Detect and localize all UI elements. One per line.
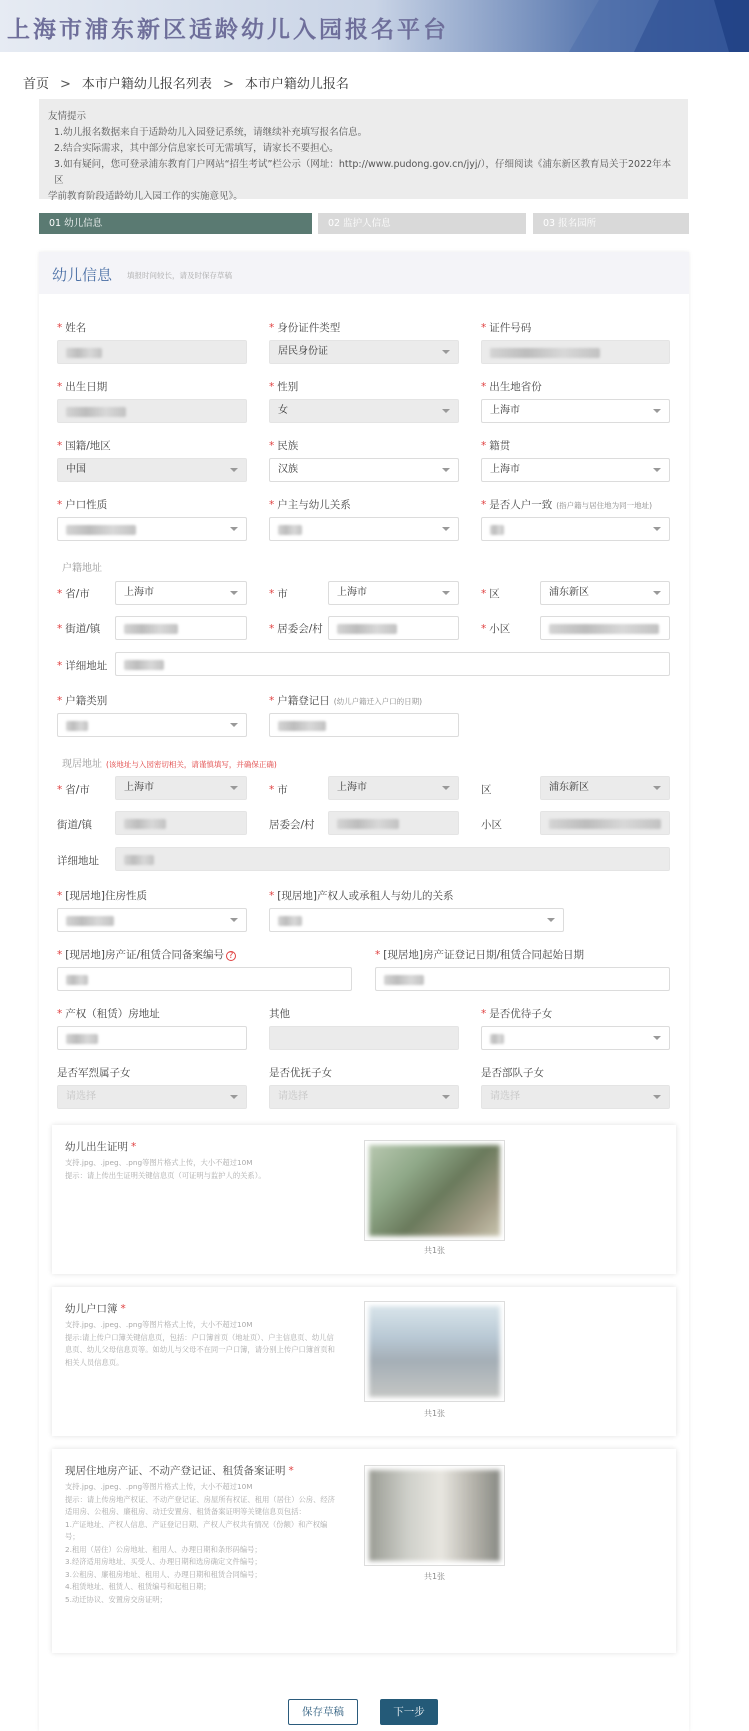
label-id-no: * 证件号码: [481, 322, 532, 334]
step-guardian-info[interactable]: 02 监护人信息: [318, 213, 526, 234]
chevron-down-icon: [442, 786, 450, 790]
image-count: 共1张: [423, 1246, 446, 1255]
section-hukou-address: 户籍地址: [62, 563, 102, 574]
nation-select[interactable]: 中国: [57, 458, 247, 482]
label-city: * 市: [269, 588, 288, 600]
label-live-province: * 省/市: [57, 784, 90, 796]
label-nation: * 国籍/地区: [57, 440, 111, 452]
upload-title: 现居住地房产证、不动产登记证、租赁备案证明 *: [65, 1465, 294, 1477]
save-draft-button[interactable]: 保存草稿: [288, 1699, 358, 1725]
live-district-select[interactable]: 浦东新区: [540, 776, 670, 800]
label-district: * 区: [481, 588, 500, 600]
label-prop-address: * 产权（租赁）房地址: [57, 1008, 160, 1020]
chevron-down-icon: [230, 527, 238, 531]
label-live-committee: 居委会/村: [269, 819, 315, 831]
chevron-down-icon: [230, 723, 238, 727]
chevron-down-icon: [653, 468, 661, 472]
tips-line: 2.结合实际需求，其中部分信息家长可无需填写，请家长不要担心。: [54, 143, 339, 154]
other-field[interactable]: [269, 1026, 459, 1050]
upload-title: 幼儿出生证明 *: [65, 1141, 137, 1153]
tips-box: [39, 99, 688, 202]
live-community-field[interactable]: [540, 811, 670, 835]
martyr-select[interactable]: 请选择: [57, 1085, 247, 1109]
upload-desc: 支持.jpg、.jpeg、.png等图片格式上传，大小不超过10M 提示：请上传房地产权证、不动产登记证、房屋所有权证、租用（居住）公房、经济适用房、公租房、廉租房、动迁安置房、租赁备案证明等关键信息页包括： 1.产证地址、产权人信息、产证登记日期、产权人产权共有情况（份额）和产权编号； 2.租用（居住）公房地址、租用人、办理日期和条形码编号； 3.经济适用房地址、买受人、办理日期和选房确定文件编号； 3.公租房、廉租房地址、租用人、办理日期和租赁合同编号； 4.租赁地址、租赁人、租赁编号和起租日期； 5.动迁协议、安置房交房证明；: [65, 1482, 335, 1604]
hukou-nature-select[interactable]: [57, 517, 247, 541]
chevron-down-icon: [442, 1095, 450, 1099]
id-type-select[interactable]: 居民身份证: [269, 340, 459, 364]
live-street-field[interactable]: [115, 811, 247, 835]
label-live-date: * [现居地]房产证登记日期/租赁合同起始日期: [375, 949, 584, 961]
label-community: * 小区: [481, 623, 511, 635]
hukou-category-select[interactable]: [57, 713, 247, 737]
tips-line: 学前教育阶段适龄幼儿入园工作的实施意见》。: [48, 191, 243, 202]
chevron-down-icon: [442, 591, 450, 595]
panel-subtitle: 填报时间较长，请及时保存草稿: [127, 271, 232, 280]
hukou-street-field[interactable]: [115, 616, 247, 640]
uploaded-image-thumb[interactable]: [364, 1140, 505, 1241]
label-live-detail: 详细地址: [57, 855, 99, 867]
breadcrumb-separator: >: [222, 77, 234, 92]
label-live-street: 街道/镇: [57, 819, 93, 831]
label-entrust: 是否优抚子女: [269, 1067, 332, 1079]
upload-title: 幼儿户口簿 *: [65, 1303, 126, 1315]
label-preferential: * 是否优待子女: [481, 1008, 553, 1020]
property-address-field[interactable]: [57, 1026, 247, 1050]
birth-date-field[interactable]: [57, 399, 247, 423]
label-province: * 省/市: [57, 588, 90, 600]
label-live-district: 区: [481, 784, 492, 796]
live-owner-relation-select[interactable]: [269, 908, 564, 932]
label-birth-province: * 出生地省份: [481, 381, 542, 393]
upload-card-hukou-book: [52, 1287, 676, 1436]
chevron-down-icon: [442, 527, 450, 531]
ethnic-select[interactable]: 汉族: [269, 458, 459, 482]
entrust-select[interactable]: 请选择: [269, 1085, 459, 1109]
label-live-house: * [现居地]住房性质: [57, 890, 147, 902]
next-step-button[interactable]: 下一步: [380, 1699, 438, 1725]
chevron-down-icon: [653, 591, 661, 595]
site-title: 上海市浦东新区适龄幼儿入园报名平台: [7, 17, 449, 43]
help-icon: ?: [226, 951, 236, 961]
live-house-select[interactable]: [57, 908, 247, 932]
uploaded-image-thumb[interactable]: [364, 1301, 505, 1402]
upload-desc: 支持.jpg、.jpeg、.png等图片格式上传，大小不超过10M 提示：请上传出生证明关键信息页（可证明与监护人的关系）。: [65, 1158, 266, 1180]
hukou-city-select[interactable]: 上海市: [328, 581, 459, 605]
label-hukou-nature: * 户口性质: [57, 499, 108, 511]
chevron-down-icon: [230, 918, 238, 922]
breadcrumb-home[interactable]: 首页: [23, 77, 50, 92]
step-child-info[interactable]: 01 幼儿信息: [39, 213, 312, 234]
site-header: [0, 0, 749, 52]
hukou-committee-field[interactable]: [328, 616, 459, 640]
chevron-down-icon: [442, 409, 450, 413]
label-hukou-category: * 户籍类别: [57, 695, 108, 707]
breadcrumb: [23, 73, 349, 92]
chevron-down-icon: [547, 918, 555, 922]
header-decoration: [539, 0, 749, 52]
label-hukou-date: * 户籍登记日 (幼儿户籍迁入户口的日期): [269, 695, 423, 707]
image-count: 共1张: [423, 1572, 446, 1581]
preferential-select[interactable]: [481, 1026, 670, 1050]
upload-desc: 支持.jpg、.jpeg、.png等图片格式上传，大小不超过10M 提示:请上传户口簿关键信息页，包括：户口簿首页（地址页）、户主信息页、幼儿信息页、幼儿父母信息页等。如幼儿与父母不在同一户口簿，请分别上传户口簿首页和相关人员信息页。: [65, 1320, 335, 1367]
birth-province-select[interactable]: 上海市: [481, 399, 670, 423]
label-id-type: * 身份证件类型: [269, 322, 341, 334]
chevron-down-icon: [230, 591, 238, 595]
label-street: * 街道/镇: [57, 623, 101, 635]
origin-select[interactable]: 上海市: [481, 458, 670, 482]
label-birth: * 出生日期: [57, 381, 108, 393]
image-count: 共1张: [423, 1409, 446, 1418]
label-ethnic: * 民族: [269, 440, 299, 452]
holder-relation-select[interactable]: [269, 517, 459, 541]
chevron-down-icon: [653, 527, 661, 531]
live-detail-field[interactable]: [115, 847, 670, 871]
chevron-down-icon: [442, 350, 450, 354]
breadcrumb-separator: >: [60, 77, 71, 92]
chevron-down-icon: [230, 786, 238, 790]
live-committee-field[interactable]: [328, 811, 459, 835]
chevron-down-icon: [230, 1095, 238, 1099]
label-gender: * 性别: [269, 381, 299, 393]
chevron-down-icon: [653, 1095, 661, 1099]
gender-select[interactable]: 女: [269, 399, 459, 423]
label-other: 其他: [269, 1008, 290, 1020]
label-live-owner: * [现居地]产权人或承租人与幼儿的关系: [269, 890, 454, 902]
hukou-community-field[interactable]: [540, 616, 670, 640]
live-date-field[interactable]: [375, 967, 670, 991]
name-field[interactable]: [57, 340, 247, 364]
chevron-down-icon: [653, 786, 661, 790]
live-city-select[interactable]: 上海市: [328, 776, 459, 800]
upload-card-birth-cert: [52, 1125, 676, 1274]
chevron-down-icon: [230, 468, 238, 472]
label-committee: * 居委会/村: [269, 623, 323, 635]
label-martyr: 是否军烈属子女: [57, 1067, 131, 1079]
live-province-select[interactable]: 上海市: [115, 776, 247, 800]
section-live-address: 现居地址 (该地址与入园密切相关，请谨慎填写，并确保正确): [62, 759, 277, 770]
chevron-down-icon: [653, 409, 661, 413]
breadcrumb-list[interactable]: 本市户籍幼儿报名列表: [81, 77, 212, 92]
panel-title: 幼儿信息: [52, 266, 113, 284]
label-name: * 姓名: [57, 322, 87, 334]
upload-card-property-cert: [52, 1449, 676, 1653]
label-live-city: * 市: [269, 784, 288, 796]
label-live-community: 小区: [481, 819, 502, 831]
label-holder-relation: * 户主与幼儿关系: [269, 499, 351, 511]
step-kindergarten[interactable]: 03 报名园所: [533, 213, 689, 234]
same-address-select[interactable]: [481, 517, 670, 541]
breadcrumb-current: 本市户籍幼儿报名: [244, 77, 349, 92]
live-cert-field[interactable]: [57, 967, 352, 991]
hukou-province-select[interactable]: 上海市: [115, 581, 247, 605]
hukou-date-field[interactable]: [269, 713, 459, 737]
label-detail: * 详细地址: [57, 660, 108, 672]
label-troop: 是否部队子女: [481, 1067, 544, 1079]
hukou-district-select[interactable]: 浦东新区: [540, 581, 670, 605]
chevron-down-icon: [653, 1036, 661, 1040]
uploaded-image-thumb[interactable]: [364, 1465, 505, 1566]
hukou-detail-field[interactable]: [115, 652, 670, 676]
troop-select[interactable]: 请选择: [481, 1085, 670, 1109]
id-number-field[interactable]: [481, 340, 670, 364]
tips-title: 友情提示: [48, 111, 87, 122]
tips-line: 3.如有疑问，您可登录浦东教育门户网站“招生考试”栏公示（网址：http://www.pudong.gov.cn/jyj/），仔细阅读《浦东新区教育局关于2022年本区: [54, 159, 672, 186]
label-live-cert: * [现居地]房产证/租赁合同备案编号 ?: [57, 947, 236, 962]
label-origin: * 籍贯: [481, 440, 511, 452]
label-same-address: * 是否人户一致 (指户籍与居住地为同一地址): [481, 499, 653, 511]
tips-line: 1.幼儿报名数据来自于适龄幼儿入园登记系统，请继续补充填写报名信息。: [54, 127, 368, 138]
chevron-down-icon: [442, 468, 450, 472]
